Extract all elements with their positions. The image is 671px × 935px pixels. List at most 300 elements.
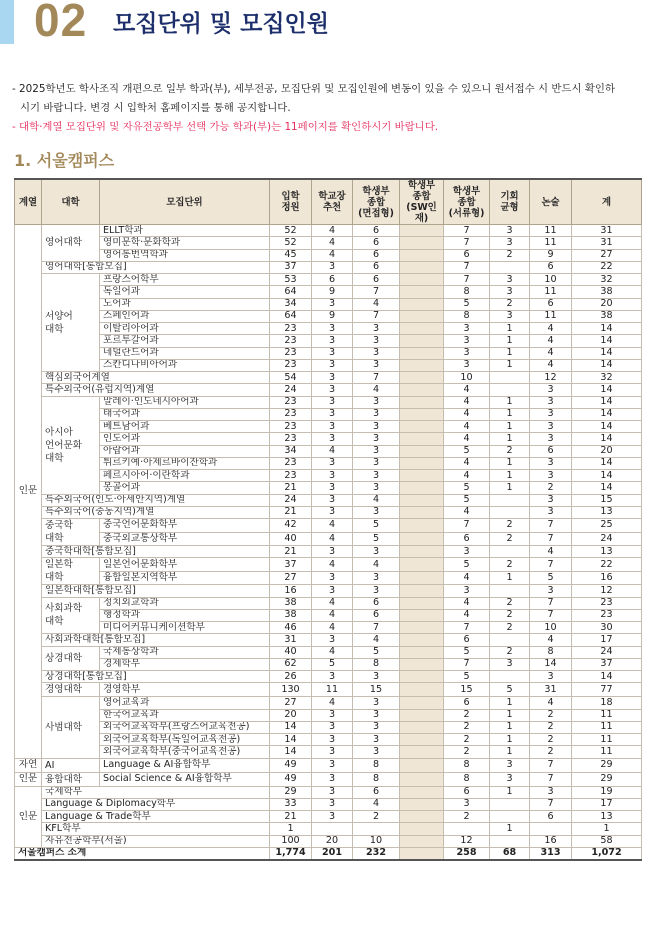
value-cell: 23 [572, 609, 642, 621]
value-cell: 8 [353, 772, 400, 786]
value-cell: 4 [312, 609, 353, 621]
value-cell: 7 [353, 372, 400, 384]
value-cell: 2 [490, 519, 530, 533]
value-cell: 49 [270, 772, 312, 786]
value-cell: 3 [312, 811, 353, 823]
header-college: 대학 [42, 179, 100, 225]
value-cell: 2 [490, 298, 530, 310]
value-cell: 3 [312, 494, 353, 506]
value-cell: 19 [572, 786, 642, 798]
unit-cell: 경제학부 [100, 658, 270, 670]
value-cell: 3 [312, 709, 353, 721]
value-cell: 8 [530, 646, 572, 658]
unit-cell: 프랑스어학부 [100, 274, 270, 286]
value-cell: 12 [444, 835, 490, 847]
value-cell: 7 [530, 758, 572, 772]
unit-cell: 노어과 [100, 298, 270, 310]
table-row [15, 274, 642, 286]
value-cell [400, 558, 444, 572]
value-cell: 5 [353, 646, 400, 658]
table-row [15, 519, 642, 533]
value-cell: 23 [270, 408, 312, 420]
value-cell [490, 546, 530, 558]
value-cell: 3 [312, 746, 353, 758]
college-cell: 서양어 대학 [42, 274, 100, 372]
value-cell [400, 372, 444, 384]
value-cell: 16 [572, 571, 642, 585]
value-cell: 3 [490, 310, 530, 322]
value-cell: 11 [530, 310, 572, 322]
value-cell: 10 [530, 274, 572, 286]
value-cell [400, 571, 444, 585]
value-cell: 23 [270, 359, 312, 371]
value-cell: 6 [353, 609, 400, 621]
value-cell: 4 [444, 457, 490, 469]
value-cell [400, 445, 444, 457]
unit-cell: 특수외국어(유럽지역)계열 [42, 384, 270, 396]
value-cell [400, 823, 444, 835]
value-cell: 38 [572, 286, 642, 298]
field-cell: 인문 [15, 225, 42, 759]
value-cell: 3 [353, 408, 400, 420]
table-row [15, 470, 642, 482]
value-cell [490, 835, 530, 847]
header-comp-interview: 학생부 종합 (면접형) [353, 179, 400, 225]
value-cell: 23 [270, 396, 312, 408]
value-cell: 23 [270, 457, 312, 469]
unit-cell: 영미문학·문화학과 [100, 237, 270, 249]
unit-cell: 아랍어과 [100, 445, 270, 457]
value-cell: 3 [353, 457, 400, 469]
value-cell: 4 [530, 335, 572, 347]
value-cell: 4 [444, 571, 490, 585]
value-cell: 1 [490, 786, 530, 798]
value-cell: 3 [490, 772, 530, 786]
value-cell: 4 [312, 558, 353, 572]
value-cell: 4 [312, 225, 353, 237]
college-cell: 아시아 언어문화 대학 [42, 396, 100, 494]
value-cell: 3 [312, 671, 353, 683]
unit-cell: Social Science & AI융합학부 [100, 772, 270, 786]
value-cell: 4 [312, 237, 353, 249]
value-cell [490, 634, 530, 646]
value-cell: 2 [530, 709, 572, 721]
value-cell [353, 823, 400, 835]
total-value-cell: 201 [312, 847, 353, 860]
notes [12, 80, 662, 137]
value-cell: 2 [490, 445, 530, 457]
value-cell [444, 823, 490, 835]
value-cell: 7 [530, 519, 572, 533]
value-cell: 7 [353, 286, 400, 298]
value-cell: 21 [270, 482, 312, 494]
value-cell [400, 335, 444, 347]
table-row [15, 506, 642, 518]
value-cell: 6 [353, 274, 400, 286]
value-cell: 6 [353, 597, 400, 609]
value-cell: 4 [444, 597, 490, 609]
value-cell: 4 [444, 421, 490, 433]
value-cell: 7 [530, 597, 572, 609]
value-cell: 8 [353, 758, 400, 772]
value-cell [400, 709, 444, 721]
table-row [15, 421, 642, 433]
table-row [15, 609, 642, 621]
value-cell: 22 [572, 558, 642, 572]
value-cell: 4 [353, 798, 400, 810]
value-cell: 26 [270, 671, 312, 683]
total-label: 서울캠퍼스 소계 [15, 847, 270, 860]
value-cell: 20 [572, 298, 642, 310]
table-row [15, 835, 642, 847]
value-cell: 3 [353, 709, 400, 721]
unit-cell: 스칸디나비아어과 [100, 359, 270, 371]
value-cell: 7 [530, 772, 572, 786]
value-cell [400, 421, 444, 433]
value-cell: 14 [270, 721, 312, 733]
value-cell: 27 [270, 697, 312, 709]
value-cell: 4 [444, 433, 490, 445]
value-cell: 3 [353, 571, 400, 585]
value-cell: 37 [270, 558, 312, 572]
value-cell: 3 [530, 457, 572, 469]
value-cell [490, 671, 530, 683]
section-accent-bar [0, 0, 14, 44]
value-cell: 8 [444, 310, 490, 322]
college-cell: 상경대학 [42, 646, 100, 671]
value-cell [400, 519, 444, 533]
value-cell: 20 [270, 709, 312, 721]
value-cell [400, 298, 444, 310]
unit-cell: 외국어교육학부(중국어교육전공) [100, 746, 270, 758]
value-cell [400, 811, 444, 823]
value-cell: 4 [312, 249, 353, 261]
value-cell: 3 [312, 372, 353, 384]
value-cell: 7 [444, 622, 490, 634]
value-cell: 21 [270, 811, 312, 823]
value-cell: 23 [270, 433, 312, 445]
value-cell: 3 [353, 482, 400, 494]
value-cell: 2 [444, 746, 490, 758]
value-cell: 1 [490, 421, 530, 433]
value-cell: 3 [312, 798, 353, 810]
value-cell [400, 734, 444, 746]
value-cell [400, 658, 444, 670]
value-cell [400, 225, 444, 237]
value-cell: 15 [444, 683, 490, 697]
value-cell: 1 [490, 457, 530, 469]
table-row [15, 786, 642, 798]
field-cell: 인문 [15, 772, 42, 786]
unit-cell: Language & Diplomacy학부 [42, 798, 270, 810]
value-cell: 3 [353, 585, 400, 597]
unit-cell: 튀르키예·아제르바이잔학과 [100, 457, 270, 469]
value-cell: 58 [572, 835, 642, 847]
field-cell: 인문 [15, 786, 42, 847]
unit-cell: 말레이·인도네시아어과 [100, 396, 270, 408]
value-cell: 14 [572, 470, 642, 482]
value-cell: 3 [353, 335, 400, 347]
unit-cell: 사회과학대학[통합모집] [42, 634, 270, 646]
unit-cell: 특수외국어(인도·아세안지역)계열 [42, 494, 270, 506]
value-cell: 6 [530, 811, 572, 823]
value-cell: 4 [312, 445, 353, 457]
value-cell: 33 [270, 798, 312, 810]
value-cell: 1 [490, 323, 530, 335]
value-cell [400, 261, 444, 273]
value-cell: 14 [572, 323, 642, 335]
field-cell: 자연 [15, 758, 42, 772]
value-cell: 4 [312, 519, 353, 533]
table-row [15, 384, 642, 396]
table-row [15, 622, 642, 634]
total-value-cell: 313 [530, 847, 572, 860]
value-cell: 1 [490, 482, 530, 494]
value-cell: 3 [444, 323, 490, 335]
value-cell [400, 772, 444, 786]
value-cell: 6 [353, 225, 400, 237]
value-cell: 29 [572, 772, 642, 786]
value-cell: 1 [490, 433, 530, 445]
value-cell [490, 384, 530, 396]
college-cell: AI [42, 758, 100, 772]
value-cell: 13 [572, 811, 642, 823]
value-cell: 3 [353, 721, 400, 733]
value-cell: 1 [572, 823, 642, 835]
value-cell: 23 [270, 421, 312, 433]
value-cell: 34 [270, 298, 312, 310]
value-cell: 11 [572, 709, 642, 721]
value-cell: 3 [312, 323, 353, 335]
value-cell: 14 [572, 457, 642, 469]
value-cell: 11 [572, 721, 642, 733]
value-cell: 6 [353, 786, 400, 798]
header-equal: 기회 균형 [490, 179, 530, 225]
value-cell [400, 359, 444, 371]
value-cell: 6 [444, 532, 490, 546]
value-cell: 12 [572, 585, 642, 597]
value-cell: 17 [572, 798, 642, 810]
value-cell: 34 [270, 445, 312, 457]
unit-cell: 영어교육과 [100, 697, 270, 709]
unit-cell: 핵심외국어계열 [42, 372, 270, 384]
header-principal: 학교장 추천 [312, 179, 353, 225]
value-cell: 2 [530, 482, 572, 494]
value-cell: 3 [530, 671, 572, 683]
value-cell [490, 372, 530, 384]
value-cell: 4 [353, 558, 400, 572]
value-cell: 31 [572, 237, 642, 249]
value-cell: 3 [353, 746, 400, 758]
table-row [15, 823, 642, 835]
header-essay: 논술 [530, 179, 572, 225]
college-cell: 일본학 대학 [42, 558, 100, 585]
value-cell: 38 [270, 609, 312, 621]
value-cell: 3 [490, 658, 530, 670]
total-row [15, 847, 642, 860]
value-cell: 5 [444, 445, 490, 457]
value-cell: 13 [572, 546, 642, 558]
value-cell: 6 [530, 298, 572, 310]
unit-cell: 중국언어문화학부 [100, 519, 270, 533]
value-cell: 3 [530, 421, 572, 433]
value-cell: 5 [444, 558, 490, 572]
unit-cell: 중국학대학[통합모집] [42, 546, 270, 558]
value-cell: 5 [444, 298, 490, 310]
college-cell: 영어대학 [42, 225, 100, 262]
value-cell: 3 [353, 421, 400, 433]
value-cell: 2 [444, 811, 490, 823]
value-cell: 11 [530, 286, 572, 298]
total-value-cell: 258 [444, 847, 490, 860]
value-cell: 3 [353, 445, 400, 457]
unit-cell: 국제학부 [42, 786, 270, 798]
value-cell: 3 [490, 758, 530, 772]
total-value-cell: 1,072 [572, 847, 642, 860]
value-cell: 24 [572, 646, 642, 658]
value-cell: 1 [490, 347, 530, 359]
value-cell: 3 [530, 384, 572, 396]
value-cell: 3 [312, 433, 353, 445]
value-cell: 3 [312, 384, 353, 396]
value-cell: 4 [353, 634, 400, 646]
table-row [15, 709, 642, 721]
value-cell: 3 [353, 697, 400, 709]
value-cell: 4 [444, 384, 490, 396]
value-cell: 3 [312, 421, 353, 433]
value-cell: 6 [444, 634, 490, 646]
unit-cell: 특수외국어(중동지역)계열 [42, 506, 270, 518]
unit-cell: 중국외교통상학부 [100, 532, 270, 546]
note-1-line-2: 시기 바랍니다. 변경 시 입학처 홈페이지를 통해 공지합니다. [20, 102, 291, 114]
value-cell [400, 622, 444, 634]
table-header-row [15, 179, 642, 225]
table-row [15, 249, 642, 261]
unit-cell: 일본학대학[통합모집] [42, 585, 270, 597]
value-cell: 49 [270, 758, 312, 772]
value-cell: 3 [312, 298, 353, 310]
value-cell [400, 609, 444, 621]
value-cell: 52 [270, 225, 312, 237]
value-cell: 3 [353, 433, 400, 445]
value-cell: 32 [572, 274, 642, 286]
value-cell: 32 [572, 372, 642, 384]
value-cell: 3 [490, 225, 530, 237]
value-cell: 4 [312, 532, 353, 546]
value-cell: 2 [353, 811, 400, 823]
value-cell: 4 [444, 470, 490, 482]
table-row [15, 532, 642, 546]
value-cell: 23 [270, 470, 312, 482]
value-cell: 3 [312, 506, 353, 518]
value-cell: 3 [353, 470, 400, 482]
campus-title: 1. 서울캠퍼스 [14, 151, 115, 170]
value-cell [490, 494, 530, 506]
value-cell [400, 384, 444, 396]
table-row [15, 323, 642, 335]
value-cell: 14 [572, 359, 642, 371]
value-cell: 3 [312, 585, 353, 597]
value-cell [400, 249, 444, 261]
value-cell: 31 [572, 225, 642, 237]
table-row [15, 396, 642, 408]
value-cell: 4 [444, 408, 490, 420]
value-cell: 4 [530, 359, 572, 371]
value-cell: 24 [270, 494, 312, 506]
value-cell: 2 [490, 646, 530, 658]
value-cell: 14 [572, 335, 642, 347]
value-cell: 5 [444, 482, 490, 494]
value-cell: 4 [353, 384, 400, 396]
value-cell: 14 [572, 347, 642, 359]
value-cell: 9 [312, 310, 353, 322]
value-cell: 13 [572, 506, 642, 518]
value-cell: 3 [490, 286, 530, 298]
value-cell: 4 [530, 697, 572, 709]
value-cell [400, 585, 444, 597]
value-cell: 77 [572, 683, 642, 697]
value-cell: 21 [270, 506, 312, 518]
value-cell: 11 [530, 225, 572, 237]
unit-cell: Language & Trade학부 [42, 811, 270, 823]
table-row [15, 298, 642, 310]
unit-cell: 페르시아어·이란학과 [100, 470, 270, 482]
value-cell: 9 [530, 249, 572, 261]
value-cell: 14 [572, 396, 642, 408]
value-cell: 3 [312, 758, 353, 772]
value-cell: 1 [490, 359, 530, 371]
value-cell [400, 433, 444, 445]
value-cell: 4 [353, 298, 400, 310]
value-cell [400, 646, 444, 658]
table-row [15, 372, 642, 384]
value-cell: 15 [353, 683, 400, 697]
value-cell: 5 [444, 646, 490, 658]
header-comp-sw: 학생부 종합 (SW인재) [400, 179, 444, 225]
value-cell: 1 [270, 823, 312, 835]
value-cell: 3 [312, 347, 353, 359]
value-cell: 64 [270, 286, 312, 298]
value-cell: 6 [312, 274, 353, 286]
value-cell: 4 [312, 646, 353, 658]
table-row [15, 697, 642, 709]
college-cell: 사범대학 [42, 697, 100, 758]
table-row [15, 734, 642, 746]
value-cell: 3 [530, 506, 572, 518]
unit-cell: 독일어과 [100, 286, 270, 298]
table-row [15, 646, 642, 658]
value-cell: 3 [444, 798, 490, 810]
header-comp-doc: 학생부 종합 (서류형) [444, 179, 490, 225]
value-cell: 6 [353, 237, 400, 249]
table-row [15, 347, 642, 359]
value-cell: 3 [353, 506, 400, 518]
value-cell: 23 [270, 335, 312, 347]
header-quota: 입학 정원 [270, 179, 312, 225]
header-total: 계 [572, 179, 642, 225]
table-row [15, 261, 642, 273]
value-cell: 1 [490, 746, 530, 758]
value-cell: 2 [490, 597, 530, 609]
value-cell: 3 [312, 335, 353, 347]
value-cell: 14 [270, 746, 312, 758]
table-row [15, 772, 642, 786]
table-row [15, 482, 642, 494]
table-row [15, 585, 642, 597]
unit-cell: 몽골어과 [100, 482, 270, 494]
table-row [15, 798, 642, 810]
value-cell: 4 [530, 323, 572, 335]
